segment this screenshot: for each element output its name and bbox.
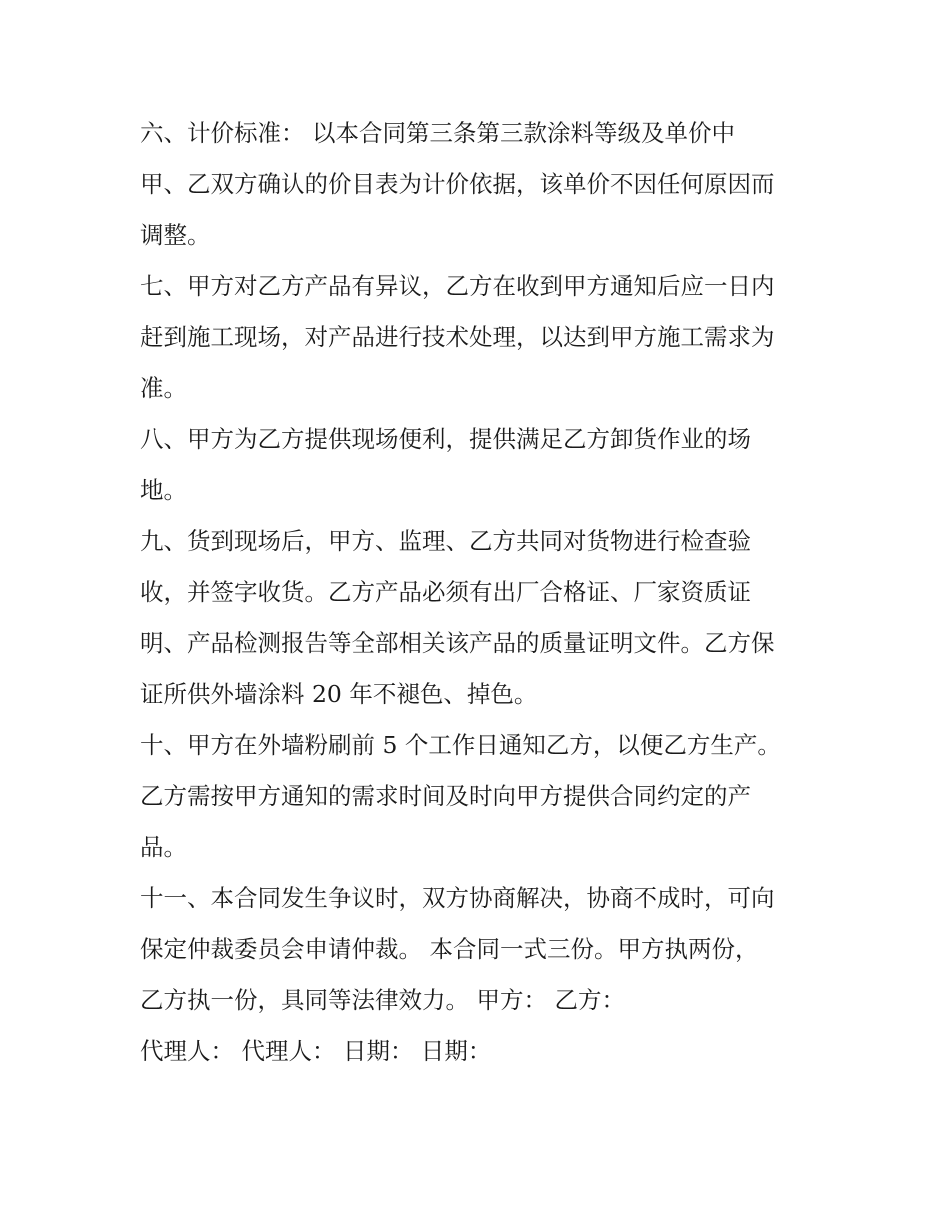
clause-9-line-3: 明、产品检测报告等全部相关该产品的质量证明文件。乙方保 — [140, 629, 775, 657]
clause-11-line-1: 十一、本合同发生争议时，双方协商解决，协商不成时，可向 — [140, 884, 775, 912]
clause-9-line-4: 证所供外墙涂料 20 年不褪色、掉色。 — [140, 680, 538, 708]
clause-7-line-1: 七、甲方对乙方产品有异议，乙方在收到甲方通知后应一日内 — [140, 272, 775, 300]
clause-10-line-2: 乙方需按甲方通知的需求时间及时向甲方提供合同约定的产 — [140, 782, 751, 810]
clause-6-line-2: 甲、乙双方确认的价目表为计价依据，该单价不因任何原因而 — [140, 170, 775, 198]
clause-6-line-1: 六、计价标准： 以本合同第三条第三款涂料等级及单价中 — [140, 119, 735, 147]
clause-11-line-2: 保定仲裁委员会申请仲裁。 本合同一式三份。甲方执两份， — [140, 935, 759, 963]
contract-body — [140, 108, 830, 1077]
clause-10-line-1: 十、甲方在外墙粉刷前 5 个工作日通知乙方，以便乙方生产。 — [140, 731, 781, 759]
signature-line: 代理人： 代理人： 日期： 日期： — [140, 1037, 492, 1065]
clause-9-line-1: 九、货到现场后，甲方、监理、乙方共同对货物进行检查验 — [140, 527, 751, 555]
clause-7-line-3: 准。 — [140, 374, 187, 402]
clause-6-line-3: 调整。 — [140, 221, 211, 249]
clause-8-line-1: 八、甲方为乙方提供现场便利，提供满足乙方卸货作业的场 — [140, 425, 751, 453]
clause-10-line-3: 品。 — [140, 833, 187, 861]
clause-11-line-3: 乙方执一份，具同等法律效力。 甲方： 乙方： — [140, 986, 625, 1014]
clause-9-line-2: 收，并签字收货。乙方产品必须有出厂合格证、厂家资质证 — [140, 578, 751, 606]
clause-7-line-2: 赶到施工现场，对产品进行技术处理，以达到甲方施工需求为 — [140, 323, 775, 351]
clause-8-line-2: 地。 — [140, 476, 187, 504]
